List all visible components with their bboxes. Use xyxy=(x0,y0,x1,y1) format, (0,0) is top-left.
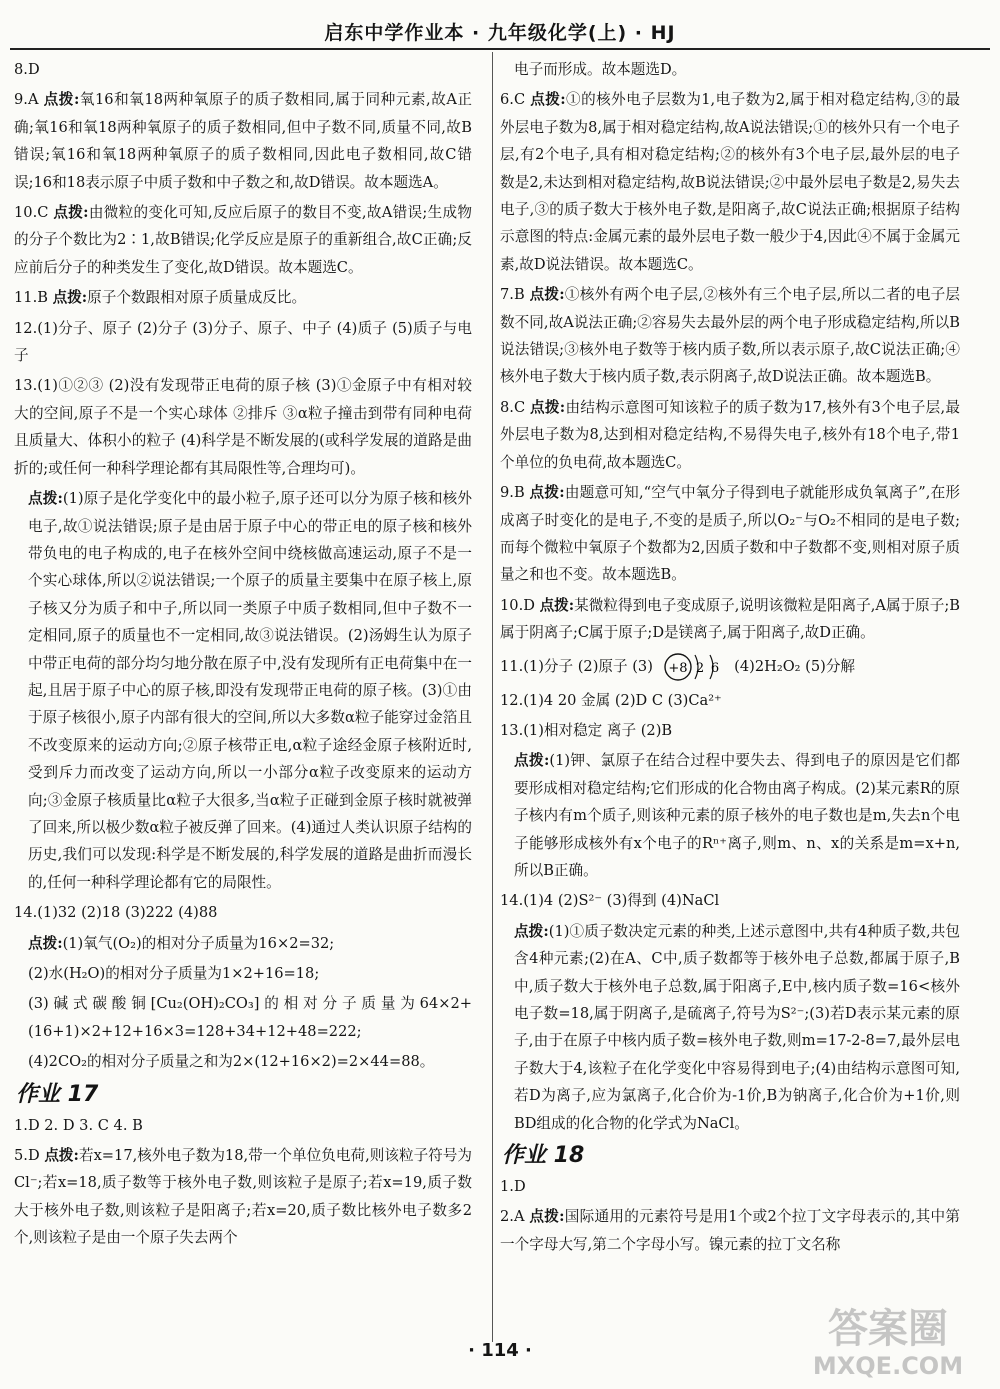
watermark-logo xyxy=(790,1296,986,1382)
answer-text: (3)碱式碳酸铜[Cu₂(OH)₂CO₃]的相对分子质量为64×2+(16+1)×2+12+16×3=128+34+12+48=222; xyxy=(28,995,472,1040)
answer-item xyxy=(500,394,960,476)
answer-number: 9. xyxy=(14,91,28,109)
answer-item xyxy=(14,960,472,987)
answer-item xyxy=(500,86,960,278)
hint-keyword: 点拨: xyxy=(44,1147,79,1165)
hint-keyword: 点拨: xyxy=(43,91,80,109)
watermark-subtext: MXQE.COM xyxy=(812,1352,964,1380)
answer-text: (1)32 (2)18 (3)222 (4)88 xyxy=(37,904,218,922)
hint-text: 若x=17,核外电子数为18,带一个单位负电荷,则该粒子符号为Cl⁻;若x=18,质子数等于核外电子数,则该粒子是原子;若x=19,质子数大于核外电子数,则该粒子是阳离子;若x=20,质子数比核外电子数多2个,则该粒子是由一个原子失去两个 xyxy=(14,1147,473,1247)
answer-item xyxy=(14,485,472,896)
section-title-17: 作业 17 xyxy=(16,1081,99,1107)
answer-text: B xyxy=(37,289,48,307)
hint-text: 氧16和氧18两种氧原子的质子数相同,属于同种元素,故A正确;氧16和氧18两种氧原子的质子数相同,但中子数不同,质量不同,故B错误;氧16和氧18两种氧原子的质子数相同,因此电子数相同,故C错误;16和18表示原子中质子数和中子数之和,故D错误。故本题选A。 xyxy=(14,91,473,191)
answer-text: D xyxy=(513,1178,526,1196)
right-answer-list xyxy=(500,56,960,647)
answer-text: C xyxy=(513,91,526,109)
answer-item xyxy=(14,899,472,926)
hint-text: 国际通用的元素符号是用1个或2个拉丁文字母表示的,其中第一个字母大写,第二个字母小写。镍元素的拉丁文名称 xyxy=(500,1208,960,1253)
watermark-text: 答案圈 xyxy=(828,1306,948,1352)
answer-number: 2. xyxy=(500,1208,514,1226)
shell-2-count: 6 xyxy=(710,660,719,676)
answer-number: 9. xyxy=(500,484,514,502)
header-rule xyxy=(10,48,990,50)
page-number: · 114 · xyxy=(468,1340,532,1361)
answer-text: D 2. D 3. C 4. B xyxy=(27,1116,143,1134)
answer-text: (2)水(H₂O)的相对分子质量为1×2+16=18; xyxy=(28,965,320,982)
left-column xyxy=(14,56,472,1255)
answer-number: 5. xyxy=(14,1147,28,1165)
answer-number: 13. xyxy=(14,377,38,395)
answer-number: 1. xyxy=(14,1116,28,1134)
answer-item xyxy=(500,918,960,1137)
answer-item xyxy=(500,747,960,884)
hint-keyword: 点拨: xyxy=(514,922,549,940)
hint-text: (1)钾、氯原子在结合过程中要失去、得到电子的原因是它们都要形成相对稳定结构;它们形成的化合物由离子构成。(2)某元素R的原子核内有m个质子,则该种元素的原子核外的电子数也是m,失去n个电子能够形成核外有x个电子的Rⁿ⁺离子,则m、n、x的关系是m=x+n,所以B正确。 xyxy=(514,752,960,879)
hint-keyword: 点拨: xyxy=(28,490,63,508)
answer-item xyxy=(500,281,960,391)
right-answer-list-b xyxy=(500,687,960,1138)
hint-keyword: 点拨: xyxy=(529,484,565,502)
hint-text: 由微粒的变化可知,反应后原子的数目不变,故A错误;生成物的分子个数比为2∶1,故B错误;化学反应是原子的重新组合,故C正确;反应前后分子的种类发生了变化,故D错误。故本题选C。 xyxy=(14,204,472,276)
answer-item xyxy=(14,86,472,196)
answer-text: 电子而形成。故本题选D。 xyxy=(514,61,687,78)
answer-text: A xyxy=(27,91,39,109)
hint-keyword: 点拨: xyxy=(52,289,88,307)
answer-text: D xyxy=(27,1147,40,1165)
section-18-answer-list xyxy=(500,1173,960,1258)
hint-keyword: 点拨: xyxy=(530,91,566,109)
hint-text: 由结构示意图可知该粒子的质子数为17,核外有3个电子层,最外层电子数为8,达到相对稳定结构,不易得失电子,核外有18个电子,带1个单位的负电荷,故本题选C。 xyxy=(500,398,961,471)
answer-item xyxy=(500,592,960,647)
answer-text: (1)4 (2)S²⁻ (3)得到 (4)NaCl xyxy=(523,892,720,910)
answer-number: 12. xyxy=(500,691,524,709)
section-title-18: 作业 18 xyxy=(502,1143,585,1169)
answer-number: 14. xyxy=(500,892,524,910)
hint-keyword: 点拨: xyxy=(529,1208,565,1226)
hint-text: 原子个数跟相对原子质量成反比。 xyxy=(87,289,307,307)
answer-item xyxy=(14,56,472,83)
section-17-answer-list xyxy=(14,1112,472,1252)
shell-1-count: 2 xyxy=(695,660,704,676)
page-header: 启东中学作业本 · 九年级化学(上) · HJ xyxy=(324,22,676,44)
answer-number: 8. xyxy=(500,398,514,416)
atom-structure-diagram xyxy=(662,650,726,684)
answer-number: 7. xyxy=(500,286,514,304)
answer-item xyxy=(14,372,472,482)
answer-number: 10. xyxy=(14,204,38,222)
nucleus-charge: +8 xyxy=(667,660,688,676)
hint-keyword: 点拨: xyxy=(53,204,89,222)
hint-keyword: 点拨: xyxy=(530,398,566,416)
answer-text: A xyxy=(513,1208,525,1226)
hint-text: (1)①质子数决定元素的种类,上述示意图中,共有4种质子数,共包含4种元素;(2)在A、C中,质子数都等于核外电子总数,都属于原子,B中,质子数大于核外电子总数,属于阳离子,E中,核内质子数=16<核外电子数=18,属于阴离子,是硫离子,符号为S²⁻;(3)若D表示某元素的原子,由于在原子中核内质子数=核外电子数,则m=17-2-8=7,最外层电子数大于4,该粒子在化学变化中容易得到电子;(4)由结构示意图可知,若D为离子,应为氯离子,化合价为-1价,B为钠离子,化合价为+1价,则BD组成的化合物的化学式为NaCl。 xyxy=(514,922,960,1132)
answer-number: 11. xyxy=(14,289,38,307)
answer-number: 10. xyxy=(500,596,524,614)
answer-item xyxy=(14,1112,472,1139)
answer-text: B xyxy=(513,484,525,502)
left-answer-list xyxy=(14,56,472,1076)
answer-number: 8. xyxy=(14,61,28,78)
answer-item xyxy=(500,56,960,83)
answer-item xyxy=(500,479,960,589)
answer-item xyxy=(14,1048,472,1075)
answer-item-11 xyxy=(500,650,960,684)
answer-text: (4)2CO₂的相对分子质量之和为2×(12+16×2)=2×44=88。 xyxy=(28,1053,435,1071)
answer-number: 14. xyxy=(14,904,38,922)
answer-text: D xyxy=(27,61,40,78)
answer-text: (1)分子 (2)原子 (3) xyxy=(523,657,653,675)
hint-keyword: 点拨: xyxy=(539,596,575,614)
answer-text: D xyxy=(523,596,535,614)
hint-keyword: 点拨: xyxy=(28,934,63,952)
answer-item xyxy=(500,1203,960,1258)
answer-item xyxy=(500,687,960,714)
answer-item xyxy=(500,887,960,914)
answer-number: 13. xyxy=(500,721,524,739)
answer-number: 11. xyxy=(500,657,524,675)
hint-text: (1)原子是化学变化中的最小粒子,原子还可以分为原子核和核外电子,故①说法错误;原子是由居于原子中心的带正电的原子核和核外带负电的电子构成的,电子在核外空间中绕核做高速运动,原子不是一个实心球体,所以②说法错误;一个原子的质量主要集中在原子核上,原子核又分为质子和中子,所以同一类原子中质子数相同,但中子数不一定相同,原子的质量也不一定相同,故③说法错误。(2)汤姆生认为原子中带正电荷的部分均匀地分散在原子中,没有发现所有正电荷集中在一起,且居于原子中心的原子核,即没有发现带正电荷的原子核。(3)①由于原子核很小,原子内部有很大的空间,所以大多数α粒子能穿过金箔且不改变原来的运动方向;②原子核带正电,α粒子途经金原子核附近时,受到斥力而改变了运动方向,所以一小部分α粒子改变原来的运动方向;③金原子核质量比α粒子大很多,当α粒子正碰到金原子核时就被弹了回来,所以极少数α粒子被反弹了回来。(4)通过人类认识原子结构的历史,我们可以发现:科学是不断发展的,科学发展的道路是曲折而漫长的,任何一种科学理论都有它的局限性。 xyxy=(28,490,472,891)
hint-keyword: 点拨: xyxy=(529,286,565,304)
answer-item xyxy=(14,315,472,370)
answer-text: C xyxy=(513,398,526,416)
hint-text: ①的核外电子层数为1,电子数为2,属于相对稳定结构,③的最外层电子数为8,属于相对稳定结构,故A说法错误;①的核外只有一个电子层,有2个电子,具有相对稳定结构;②的核外有3个电子层,最外层的电子数是2,未达到相对稳定结构,故B说法错误;②中最外层电子数是2,易失去电子,③的质子数大于核外电子数,是阳离子,故C说法正确;根据原子结构示意图的特点:金属元素的最外层电子数一般少于4,因此④不属于金属元素,故D说法错误。故本题选C。 xyxy=(500,91,960,273)
answer-number: 1. xyxy=(500,1178,514,1196)
answer-text-continued: (4)2H₂O₂ (5)分解 xyxy=(734,657,856,675)
answer-item xyxy=(500,717,960,744)
right-column xyxy=(500,56,960,1261)
hint-keyword: 点拨: xyxy=(514,752,550,770)
answer-item xyxy=(500,1173,960,1200)
column-divider xyxy=(492,52,493,1342)
answer-item xyxy=(14,930,472,957)
hint-text: 某微粒得到电子变成原子,说明该微粒是阳离子,A属于原子;B属于阴离子;C属于原子;D是镁离子,属于阳离子,故D正确。 xyxy=(500,596,961,642)
answer-text: B xyxy=(513,286,525,304)
answer-item xyxy=(14,284,472,311)
answer-item xyxy=(14,1142,472,1252)
answer-text: (1)4 20 金属 (2)D C (3)Ca²⁺ xyxy=(523,691,722,709)
answer-text: (1)相对稳定 离子 (2)B xyxy=(523,721,673,739)
hint-text: (1)氧气(O₂)的相对分子质量为16×2=32; xyxy=(62,934,335,952)
answer-number: 6. xyxy=(500,91,514,109)
answer-number: 12. xyxy=(14,319,38,337)
answer-text: (1)①②③ (2)没有发现带正电荷的原子核 (3)①金原子中有相对较大的空间,原子不是一个实心球体 ②排斥 ③α粒子撞击到带有同种电荷且质量大、体积小的粒子 (4)科学是不断发展的(或科学发展的道路是曲折的;或任何一种科学理论都有其局限性等,合理均可)。 xyxy=(14,377,472,477)
hint-text: ①核外有两个电子层,②核外有三个电子层,所以二者的电子层数不同,故A说法正确;②容易失去最外层的两个电子形成稳定结构,所以B说法错误;③核外电子数等于核内质子数,所以表示原子,故C说法正确;④核外电子数大于核内质子数,表示阴离子,故D说法正确。故本题选B。 xyxy=(500,286,961,386)
answer-item xyxy=(14,199,472,281)
answer-text: (1)分子、原子 (2)分子 (3)分子、原子、中子 (4)质子 (5)质子与电子 xyxy=(14,319,472,365)
hint-text: 由题意可知,“空气中氧分子得到电子就能形成负氧离子”,在形成离子时变化的是电子,不变的是质子,所以O₂⁻与O₂不相同的是电子数;而每个微粒中氧原子个数都为2,因质子数和中子数都不变,则相对原子质量之和也不变。故本题选B。 xyxy=(500,484,960,584)
answer-text: C xyxy=(37,204,49,222)
answer-item xyxy=(14,990,472,1045)
